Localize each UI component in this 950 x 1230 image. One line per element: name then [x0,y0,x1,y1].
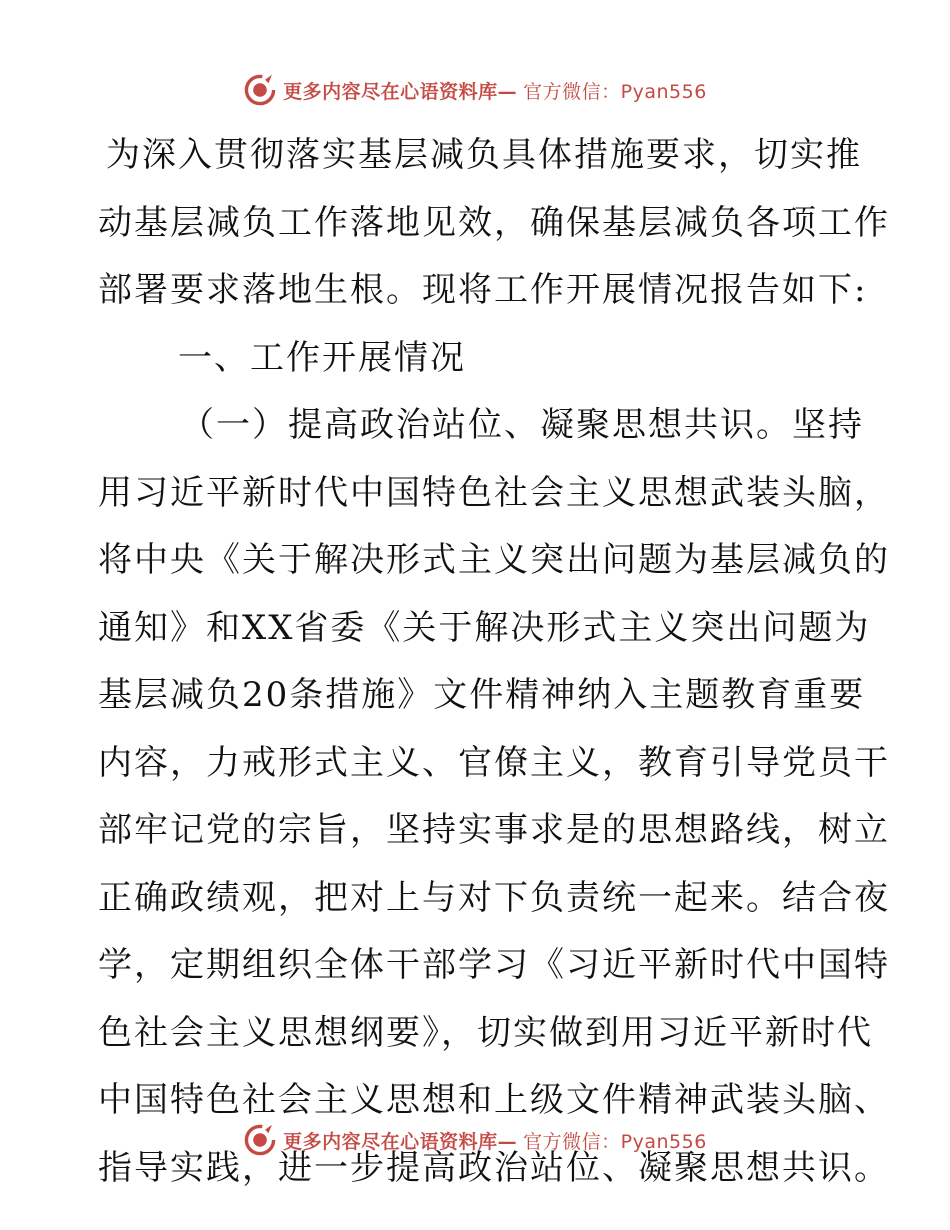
paragraph-line: 指导实践，进一步提高政治站位、凝聚思想共识。 [98,1147,890,1188]
red-arc-logo-icon [243,73,277,107]
paragraph-line: 色社会主义思想纲要》，切实做到用习近平新时代 [98,1012,873,1053]
paragraph-line: 内容，力戒形式主义、官僚主义，教育引导党员干 [98,742,890,783]
watermark-main-text: 更多内容尽在心语资料库— [283,1130,518,1153]
section-heading: 一、工作开展情况 [178,337,466,378]
paragraph-line: 学，定期组织全体干部学习《习近平新时代中国特 [98,945,890,985]
header-watermark [0,70,950,110]
paragraph-line: 动基层减负工作落地见效，确保基层减负各项工作 [98,202,890,243]
paragraph-line: 通知》和XX省委《关于解决形式主义突出问题为 [98,607,871,648]
watermark-contact-text: 官方微信：Pyan556 [523,1130,707,1153]
paragraph-line: 为深入贯彻落实基层减负具体措施要求，切实推 [106,135,862,175]
footer-watermark [0,1120,950,1160]
subsection-heading-line: （一）提高政治站位、凝聚思想共识。坚持 [180,405,864,445]
watermark-main-text: 更多内容尽在心语资料库— [283,80,518,103]
paragraph-line: 中国特色社会主义思想和上级文件精神武装头脑、 [98,1080,890,1120]
watermark-contact-text: 官方微信：Pyan556 [523,80,707,103]
paragraph-line: 基层减负20条措施》文件精神纳入主题教育重要 [98,675,866,715]
document-body [98,122,890,1202]
paragraph-line: 部署要求落地生根。现将工作开展情况报告如下: [98,270,868,310]
paragraph-line: 部牢记党的宗旨，坚持实事求是的思想路线，树立 [98,810,890,850]
paragraph-line: 用习近平新时代中国特色社会主义思想武装头脑， [98,472,890,513]
paragraph-line: 将中央《关于解决形式主义突出问题为基层减负的 [98,540,890,580]
red-arc-logo-icon [243,1123,277,1157]
paragraph-line: 正确政绩观，把对上与对下负责统一起来。结合夜 [98,877,890,918]
